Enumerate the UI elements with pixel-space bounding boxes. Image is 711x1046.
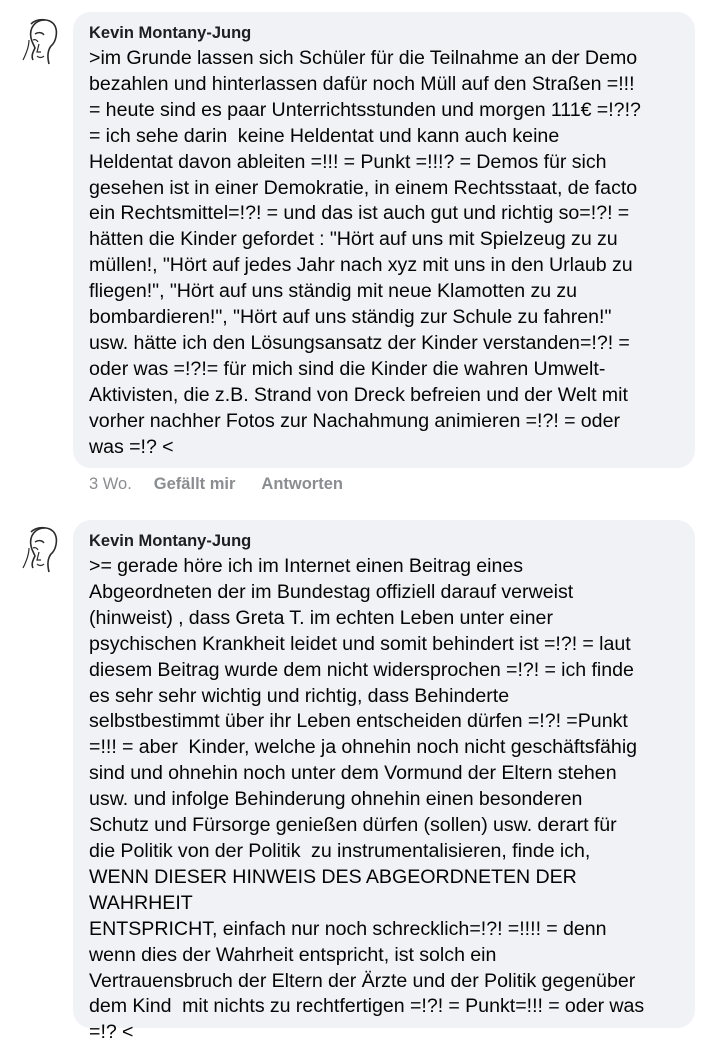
- avatar[interactable]: [11, 520, 69, 578]
- like-button[interactable]: Gefällt mir: [153, 474, 236, 493]
- comment-author[interactable]: Kevin Montany-Jung: [89, 24, 252, 42]
- comment-bubble: [73, 12, 695, 468]
- sketch-face-icon: [11, 12, 69, 70]
- comment-text: >im Grunde lassen sich Schüler für die Teilnahme an der Demo bezahlen und hinterlassen dafür noch Müll auf den Straßen =!!! = heute sind es paar Unterrichtsstunden und morgen 111€ =!?!? = ich sehe darin keine Heldentat und kann auch keine Heldentat davon ableiten =!!! = Punkt =!!!? = Demos für sich gesehen ist in einer Demokratie, in einem Rechtsstaat, de facto ein Rechtsmittel=!?! = und das ist auch gut und richtig so=!?! = hätten die Kinder gefordet : "Hört auf uns mit Spielzeug zu zu müllen!, "Hört auf jedes Jahr nach xyz mit uns in den Urlaub zu fliegen!", "Hört auf uns ständig mit neue Klamotten zu zu bombardieren!", "Hört auf uns ständig zur Schule zu fahren!" usw. hätte ich den Lösungsansatz der Kinder verstanden=!?! = oder was =!?!= für mich sind die Kinder die wahren Umwelt- Aktivisten, die z.B. Strand von Dreck befreien und der Welt mit vorher nachher Fotos zur Nachahmung animieren =!?! = oder was =!? <: [89, 47, 641, 458]
- avatar[interactable]: [11, 12, 69, 70]
- comment-timestamp[interactable]: 3 Wo.: [89, 474, 132, 493]
- reply-button[interactable]: Antworten: [261, 474, 343, 493]
- sketch-face-icon: [11, 520, 69, 578]
- comment-bubble: [73, 520, 695, 1044]
- comment-author[interactable]: Kevin Montany-Jung: [89, 532, 252, 550]
- comment-actions: [89, 472, 343, 496]
- comment-text: >= gerade höre ich im Internet einen Beitrag eines Abgeordneten der im Bundestag offiziell darauf verweist (hinweist) , dass Greta T. im echten Leben unter einer psychischen Krankheit leidet und somit behindert ist =!?! = laut diesem Beitrag wurde dem nicht widersprochen =!?! = ich finde es sehr sehr wichtig und richtig, dass Behinderte selbstbestimmt über ihr Leben entscheiden dürfen =!?! =Punkt =!!! = aber Kinder, welche ja ohnehin noch nicht geschäftsfähig sind und ohnehin noch unter dem Vormund der Eltern stehen usw. und infolge Behinderung ohnehin einen besonderen Schutz und Fürsorge genießen dürfen (sollen) usw. derart für die Politik von der Politik zu instrumentalisieren, finde ich, WENN DIESER HINWEIS DES ABGEORDNETEN DER WAHRHEIT ENTSPRICHT, einfach nur noch schrecklich=!?! =!!!! = denn wenn dies der Wahrheit entspricht, ist solch ein Vertrauensbruch der Eltern der Ärzte und der Politik gegenüber dem Kind mit nichts zu rechtfertigen =!?! = Punkt=!!! = oder was =!? <: [89, 555, 645, 1044]
